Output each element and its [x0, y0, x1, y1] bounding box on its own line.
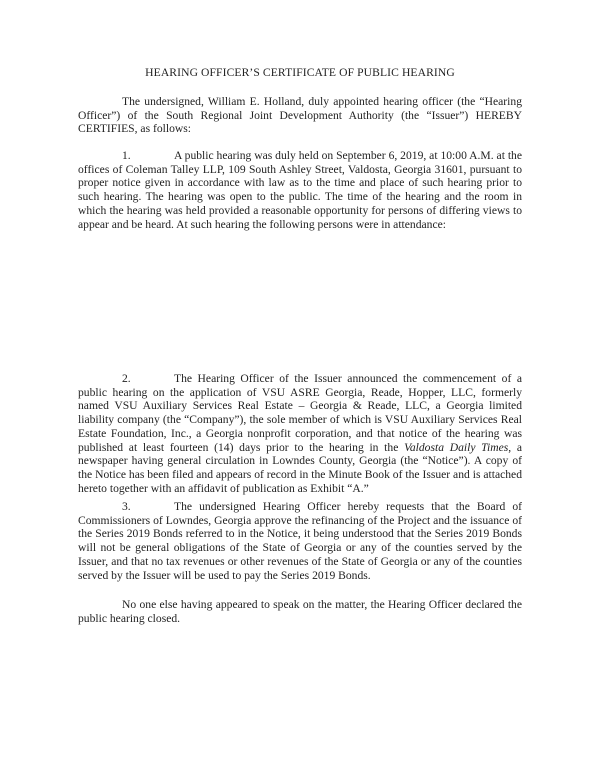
paragraph-1 — [78, 149, 522, 231]
paragraph-2 — [78, 372, 522, 495]
paragraph-text: The Hearing Officer of the Issuer announced the commencement of a public hearing on the application of VSU ASRE Georgia, Reade, Hopper, LLC, formerly named VSU Auxiliary Services Real Estate – Georgia & Reade, LLC, a Georgia limited liability company (the “Company”), the sole member of which is VSU Auxiliary Services Real Estate Foundation, Inc., a Georgia nonprofit corporation, and that notice of the hearing was published at least fourteen (14) days prior to the hearing in the — [78, 372, 522, 454]
paragraph-number: 1. — [122, 149, 131, 162]
closing-paragraph — [78, 598, 522, 625]
document-title: HEARING OFFICER’S CERTIFICATE OF PUBLIC HEARING — [145, 66, 455, 79]
paragraph-text: The undersigned Hearing Officer hereby requests that the Board of Commissioners of Lowndes, Georgia approve the refinancing of the Project and the issuance of the Series 2019 Bonds referred to in the Notice, it being understood that the Series 2019 Bonds will not be general obligations of the State of Georgia or any of the counties served by the Issuer, and that no tax revenues or other revenues of the State of Georgia or any of the counties served by the Issuer will be used to pay the Series 2019 Bonds. — [78, 500, 522, 582]
paragraph-3 — [78, 500, 522, 582]
paragraph-text-continued: , a newspaper having general circulation in Lowndes County, Georgia (the “Notice”). A copy of the Notice has been filed and appears of record in the Minute Book of the Issuer and is attached hereto together with an affidavit of publication as Exhibit “A.” — [78, 440, 522, 495]
closing-text: No one else having appeared to speak on the matter, the Hearing Officer declared the public hearing closed. — [78, 598, 522, 625]
paragraph-number: 2. — [122, 372, 131, 385]
newspaper-name: Valdosta Daily Times — [404, 440, 509, 454]
intro-text: The undersigned, William E. Holland, duly appointed hearing officer (the “Hearing Officer”) of the South Regional Joint Development Authority (the “Issuer”) HEREBY CERTIFIES, as follows: — [78, 95, 522, 136]
paragraph-text: A public hearing was duly held on September 6, 2019, at 10:00 A.M. at the offices of Coleman Talley LLP, 109 South Ashley Street, Valdosta, Georgia 31601, pursuant to proper notice given in accordance with law as to the time and place of such hearing prior to such hearing. The hearing was open to the public. The time of the hearing and the room in which the hearing was held provided a reasonable opportunity for persons of differing views to appear and be heard. At such hearing the following persons were in attendance: — [78, 149, 522, 231]
paragraph-number: 3. — [122, 500, 131, 513]
intro-paragraph — [78, 95, 522, 136]
